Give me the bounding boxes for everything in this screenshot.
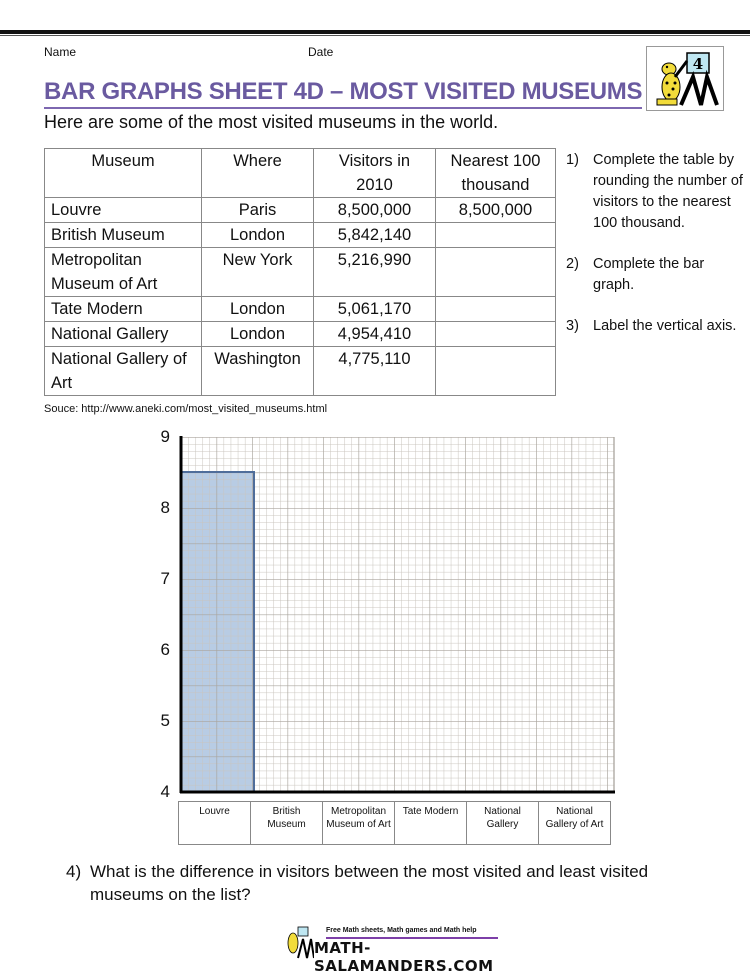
cell-rounded[interactable] [436, 347, 556, 396]
intro-text: Here are some of the most visited museums in the world. [44, 112, 499, 132]
x-label-national-gallery: National Gallery [467, 802, 539, 845]
bar-louvre [181, 472, 254, 792]
table-row [45, 248, 556, 297]
col-where: Where [202, 149, 314, 198]
cell-museum: Tate Modern [45, 297, 202, 322]
date-label: Date [308, 45, 334, 59]
question-4 [66, 860, 726, 906]
x-label-national-gallery-art: National Gallery of Art [539, 802, 611, 845]
footer-logo[interactable] [284, 925, 504, 975]
table-header-row [45, 149, 556, 198]
name-label: Name [44, 45, 77, 59]
cell-where: London [202, 223, 314, 248]
y-tick-5: 5 [160, 711, 170, 730]
question-text: What is the difference in visitors between the most visited and least visited museums on the list? [90, 862, 649, 904]
table-row [45, 297, 556, 322]
museums-table [44, 148, 556, 396]
x-label-british-museum: British Museum [251, 802, 323, 845]
question-number: 1) [566, 152, 579, 168]
question-text: Label the vertical axis. [593, 318, 737, 334]
x-axis-labels [178, 801, 611, 845]
page-title: BAR GRAPHS SHEET 4D – MOST VISITED MUSEUMS [44, 78, 642, 109]
questions-list [566, 150, 746, 357]
question-3 [566, 316, 746, 337]
cell-museum: Louvre [45, 198, 202, 223]
top-rule-thin [0, 35, 750, 36]
table-row [45, 322, 556, 347]
table-row [45, 223, 556, 248]
x-label-tate-modern: Tate Modern [395, 802, 467, 845]
cell-where: London [202, 297, 314, 322]
cell-rounded[interactable] [436, 248, 556, 297]
cell-visitors: 4,775,110 [314, 347, 436, 396]
source-citation: Souce: http://www.aneki.com/most_visited_museums.html [44, 403, 328, 415]
table-row [45, 198, 556, 223]
y-tick-8: 8 [160, 498, 170, 517]
cell-visitors: 5,842,140 [314, 223, 436, 248]
question-number: 4) [66, 862, 82, 881]
cell-where: New York [202, 248, 314, 297]
question-number: 3) [566, 318, 579, 334]
x-label-metropolitan: Metropolitan Museum of Art [323, 802, 395, 845]
table-row [45, 347, 556, 396]
cell-rounded[interactable]: 8,500,000 [436, 198, 556, 223]
y-tick-4: 4 [160, 782, 170, 801]
cell-museum: National Gallery of Art [45, 347, 202, 396]
cell-visitors: 4,954,410 [314, 322, 436, 347]
cell-visitors: 5,216,990 [314, 248, 436, 297]
col-visitors: Visitors in 2010 [314, 149, 436, 198]
cell-where: London [202, 322, 314, 347]
col-museum: Museum [45, 149, 202, 198]
question-2 [566, 254, 746, 296]
y-tick-7: 7 [160, 569, 170, 588]
x-label-louvre: Louvre [179, 802, 251, 845]
cell-rounded[interactable] [436, 322, 556, 347]
cell-rounded[interactable] [436, 297, 556, 322]
col-rounded: Nearest 100 thousand [436, 149, 556, 198]
cell-visitors: 8,500,000 [314, 198, 436, 223]
question-text: Complete the bar graph. [593, 256, 705, 293]
cell-where: Washington [202, 347, 314, 396]
cell-museum: National Gallery [45, 322, 202, 347]
cell-museum: Metropolitan Museum of Art [45, 248, 202, 297]
salamander-icon [284, 925, 314, 960]
question-1 [566, 150, 746, 234]
cell-where: Paris [202, 198, 314, 223]
footer-brand: MATH-SALAMANDERS.COM [314, 939, 494, 975]
top-rule [0, 30, 750, 34]
cell-museum: British Museum [45, 223, 202, 248]
svg-text:4: 4 [692, 55, 704, 73]
question-number: 2) [566, 256, 579, 272]
question-text: Complete the table by rounding the number of visitors to the nearest 100 thousand. [593, 152, 743, 231]
y-tick-9: 9 [160, 427, 170, 446]
salamander-easel-icon [647, 47, 725, 112]
cell-visitors: 5,061,170 [314, 297, 436, 322]
footer-tagline: Free Math sheets, Math games and Math help [326, 927, 477, 934]
salamander-logo [646, 46, 724, 111]
cell-rounded[interactable] [436, 223, 556, 248]
y-tick-6: 6 [160, 640, 170, 659]
